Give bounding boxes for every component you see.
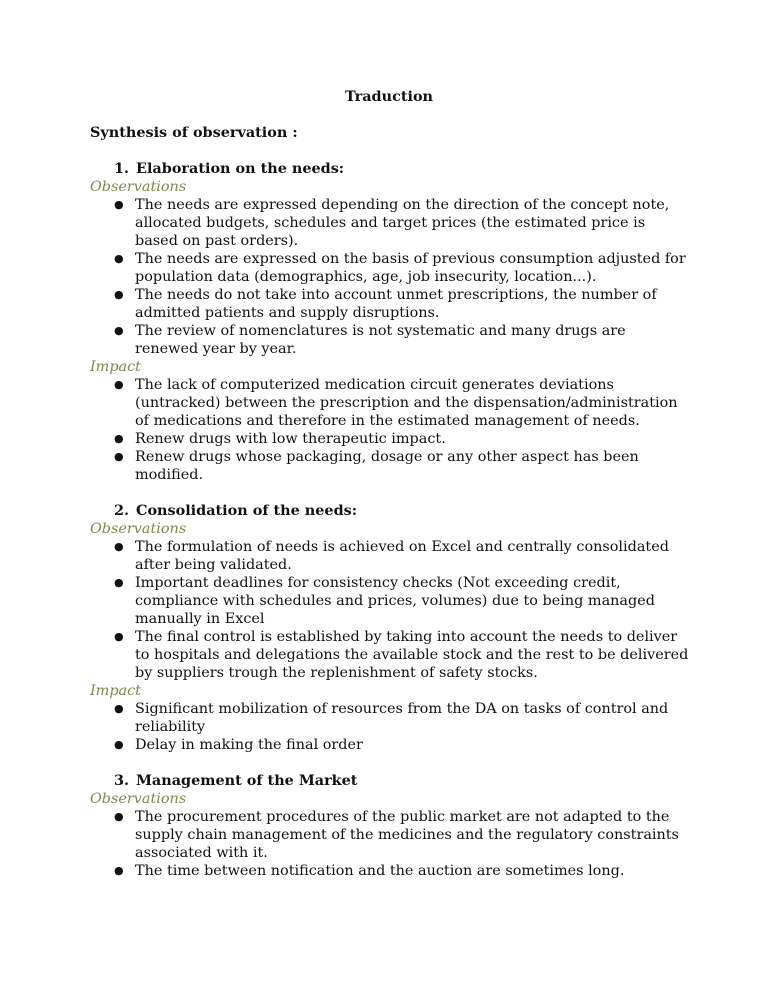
list-item [90,376,690,430]
bullet-icon: ● [114,810,124,823]
list-item [90,322,690,358]
bullet-icon: ● [114,576,124,589]
list-item-text: Delay in making the final order [135,737,363,753]
list-item-text: The needs do not take into account unmet prescriptions, the number of admitted patients and supply disruptions. [135,287,657,321]
synthesis-heading: Synthesis of observation : [90,124,298,141]
bullet-list [90,538,690,682]
section-1 [90,160,690,484]
bullet-icon: ● [114,864,124,877]
document-title: Traduction [344,88,434,105]
list-item-text: The formulation of needs is achieved on Excel and centrally consolidated after being validated. [135,539,669,573]
list-item-text: The needs are expressed depending on the direction of the concept note, allocated budgets, schedules and target prices (the estimated price is based on past orders). [135,197,670,249]
section-number: 2. [114,502,130,519]
list-item-text: The time between notification and the auction are sometimes long. [135,863,625,879]
group-label: Observations [90,791,187,807]
section-3 [90,772,690,880]
list-item-text: The review of nomenclatures is not systematic and many drugs are renewed year by year. [135,323,626,357]
bullet-icon: ● [114,324,124,337]
bullet-icon: ● [114,450,124,463]
group-label: Impact [90,683,141,699]
section-heading [90,502,690,520]
sections-container [90,160,690,880]
list-item-text: The final control is established by taking into account the needs to deliver to hospitals and delegations the available stock and the rest to be delivered by suppliers trough the replenishment of safety stocks. [135,629,689,681]
group-label: Impact [90,359,141,375]
group-label: Observations [90,179,187,195]
section-number: 1. [114,160,130,177]
list-item [90,700,690,736]
bullet-icon: ● [114,378,124,391]
list-item-text: The procurement procedures of the public market are not adapted to the supply chain management of the medicines and the regulatory constraints associated with it. [135,809,679,861]
bullet-icon: ● [114,630,124,643]
list-item [90,574,690,628]
section-heading [90,772,690,790]
bullet-icon: ● [114,252,124,265]
list-item-text: The needs are expressed on the basis of previous consumption adjusted for population data (demographics, age, job insecurity, location...). [135,251,686,285]
section-heading-text: Consolidation of the needs: [136,502,358,519]
list-item-text: The lack of computerized medication circuit generates deviations (untracked) between the prescription and the dispensation/administration of medications and therefore in the estimated management of needs. [135,377,678,429]
section-heading [90,160,690,178]
bullet-list [90,376,690,484]
bullet-list [90,196,690,358]
list-item-text: Renew drugs with low therapeutic impact. [135,431,446,447]
bullet-icon: ● [114,738,124,751]
bullet-icon: ● [114,198,124,211]
list-item [90,286,690,322]
list-item-text: Significant mobilization of resources from the DA on tasks of control and reliability [135,701,669,735]
list-item [90,538,690,574]
bullet-icon: ● [114,540,124,553]
bullet-icon: ● [114,702,124,715]
list-item [90,448,690,484]
document-page [90,88,690,880]
section-number: 3. [114,772,130,789]
group-label: Observations [90,521,187,537]
list-item [90,628,690,682]
list-item [90,862,690,880]
section-heading-text: Elaboration on the needs: [136,160,345,177]
section-heading-text: Management of the Market [136,772,358,789]
list-item [90,808,690,862]
list-item [90,250,690,286]
list-item-text: Renew drugs whose packaging, dosage or any other aspect has been modified. [135,449,639,483]
bullet-icon: ● [114,288,124,301]
list-item-text: Important deadlines for consistency checks (Not exceeding credit, compliance with schedules and prices, volumes) due to being managed manually in Excel [135,575,655,627]
bullet-icon: ● [114,432,124,445]
list-item [90,430,690,448]
section-2 [90,502,690,754]
bullet-list [90,808,690,880]
list-item [90,196,690,250]
list-item [90,736,690,754]
bullet-list [90,700,690,754]
